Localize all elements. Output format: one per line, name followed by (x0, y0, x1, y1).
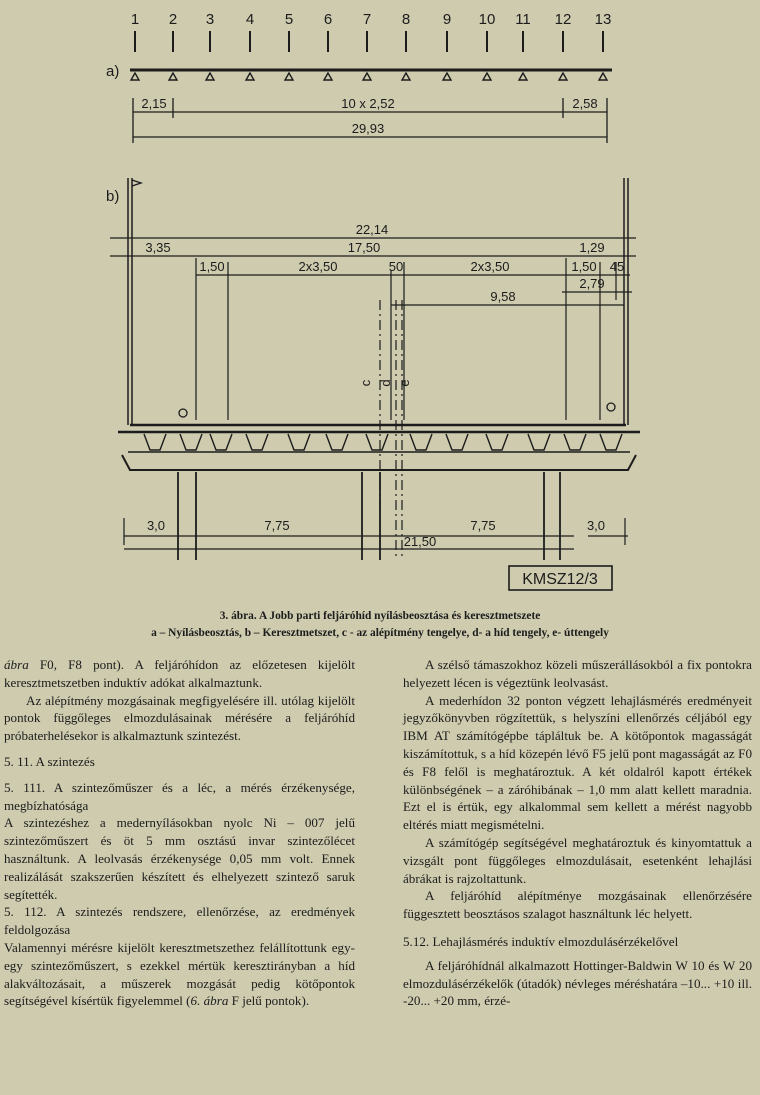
paragraph (4, 656, 355, 692)
dim-2x3-50-left: 2x3,50 (298, 259, 338, 274)
axis-number: 13 (594, 11, 612, 28)
dim-2x3-50-right: 2x3,50 (470, 259, 510, 274)
paragraph-text: F0, F8 pont). A feljáróhídon az előzetesen kijelölt keresztmetszetben induktív adókat alkalmaztunk. (4, 657, 355, 690)
paragraph: A feljáróhídnál alkalmazott Hottinger-Baldwin W 10 és W 20 elmozdulásérzékelők (útadók) névleges méréshatára –10... +10 ill. -20... +20 mm, érzé- (403, 957, 752, 1009)
paragraph-text: F jelű pontok). (228, 993, 310, 1009)
left-text-column (4, 656, 355, 1010)
span-dim-right: 2,58 (572, 96, 598, 111)
dim-1-50-right: 1,50 (571, 259, 597, 274)
dim-1-50: 1,50 (199, 259, 225, 274)
paragraph: A szintezéshez a medernyílásokban nyolc Ni – 007 jelű szintezőműszert és öt 5 mm osztású invar szintezőlécet használtunk. A leolvasás érzékenysége 0,05 mm volt. Ennek realizálását szakszerűen készített és elhelyezett szintező saruk segítették. (4, 815, 355, 902)
paragraph: A feljáróhíd alépítménye mozgásainak ellenőrzésére függesztett beosztásos szalagot használtunk léc helyett. (403, 888, 752, 922)
axis-d-label: d (378, 379, 393, 387)
dim-overall: 22,14 (355, 222, 389, 237)
axis-number: 5 (284, 11, 294, 28)
dim-right-edge: 1,29 (579, 240, 605, 255)
base-dim-3-0-right: 3,0 (586, 518, 606, 533)
axis-number: 6 (323, 11, 333, 28)
dim-left-edge: 3,35 (145, 240, 171, 255)
base-dim-total: 21,50 (403, 534, 437, 549)
section-heading: 5.12. Lehajlásmérés induktív elmozdulásérzékelővel (403, 933, 679, 949)
paragraph: A számítógép segítségével meghatároztuk és kinyomtattuk a vizsgált pont függőleges elmozdulásait, esetenként lehajlási ábrákat is rajzoltattunk. (403, 834, 752, 886)
axis-ticks (135, 31, 603, 52)
dim-45: 45 (609, 259, 625, 274)
axis-number: 3 (205, 11, 215, 28)
figure-caption-legend: a – Nyílásbeosztás, b – Keresztmetszet, c - az alépítmény tengelye, d- a híd tengely, e- úttengely (151, 627, 609, 639)
figure-caption-title: 3. ábra. A Jobb parti feljáróhíd nyílásbeosztása és keresztmetszete (219, 610, 541, 622)
section-heading: 5. 11. A szintezés (4, 753, 95, 769)
axis-number: 10 (478, 11, 496, 28)
dim-inner: 17,50 (347, 240, 381, 255)
axis-number: 7 (362, 11, 372, 28)
axis-e-label: e (397, 379, 412, 387)
axis-c-label: c (358, 379, 373, 387)
figure-stamp: KMSZ12/3 (522, 571, 598, 588)
part-a-label: a) (106, 63, 120, 80)
span-dim-left: 2,15 (141, 96, 167, 111)
axis-number: 4 (245, 11, 255, 28)
paragraph: A szélső támaszokhoz közeli műszerállásokból a fix pontokra helyezett lécen is végeztünk leolvasást. (403, 657, 752, 690)
right-text-column (403, 656, 752, 1010)
base-dim-3-0-left: 3,0 (146, 518, 166, 533)
axis-number: 12 (554, 11, 572, 28)
paragraph-text: Valamennyi mérésre kijelölt keresztmetszethez felállítottunk egy-egy szintezőműszert, s ezekkel mértük keresztirányban a híd alakváltozásait, a műszerek mozgását pedig kötőpontok segítségével kísértük figyelemmel ( (4, 939, 355, 1009)
span-dim-total: 29,93 (351, 121, 385, 136)
base-dim-7-75-right: 7,75 (470, 518, 496, 533)
axis-number: 11 (515, 11, 531, 28)
italic-ref: ábra (4, 657, 29, 672)
italic-ref: 6. ábra (190, 993, 229, 1009)
part-b-label: b) (106, 188, 120, 205)
axis-number-labels (131, 11, 612, 28)
axis-number: 1 (130, 11, 140, 28)
axis-number: 2 (168, 11, 178, 28)
span-beam (130, 70, 612, 80)
paragraph: Az alépítmény mozgásainak megfigyelésére ill. utólag kijelölt pontok függőleges elmozdulásainak mérésére a feljáróhíd próbaterhelésekor is alkalmaztunk szintezést. (4, 692, 355, 744)
paragraph: A mederhídon 32 ponton végzett lehajlásmérés eredményeit jegyzőkönyvben rögzítettük, s helyszíni ellenőrzés céljából egy IBM AT számítógépbe tápláltuk be. A kötőpontok magasságát kiszámítottuk, s a híd közepén lévő F5 jelű pont magasságát az F0 és F8 felől is meghatároztuk. A két oldalról kapott értékek különbségének – a záróhibának – 1,0 mm alatt kellett maradnia. Ezt el is értük, egy alkalommal sem kellett a mérést nagyobb eltérés miatt megismételni. (403, 692, 752, 833)
dim-9-58: 9,58 (490, 289, 516, 304)
base-dim-7-75-left: 7,75 (264, 518, 290, 533)
section-heading: 5. 111. A szintezőműszer és a léc, a mérés érzékenysége, megbízhatósága (4, 779, 355, 813)
span-dim-middle: 10 x 2,52 (341, 96, 395, 111)
dim-50: 50 (388, 259, 404, 274)
cross-section-dim-labels (145, 222, 624, 588)
axis-number: 8 (401, 11, 411, 28)
axis-number: 9 (442, 11, 452, 28)
paragraph (4, 939, 355, 1010)
section-heading: 5. 112. A szintezés rendszere, ellenőrzése, az eredmények feldolgozása (4, 904, 355, 938)
dim-2-79: 2,79 (579, 276, 605, 291)
